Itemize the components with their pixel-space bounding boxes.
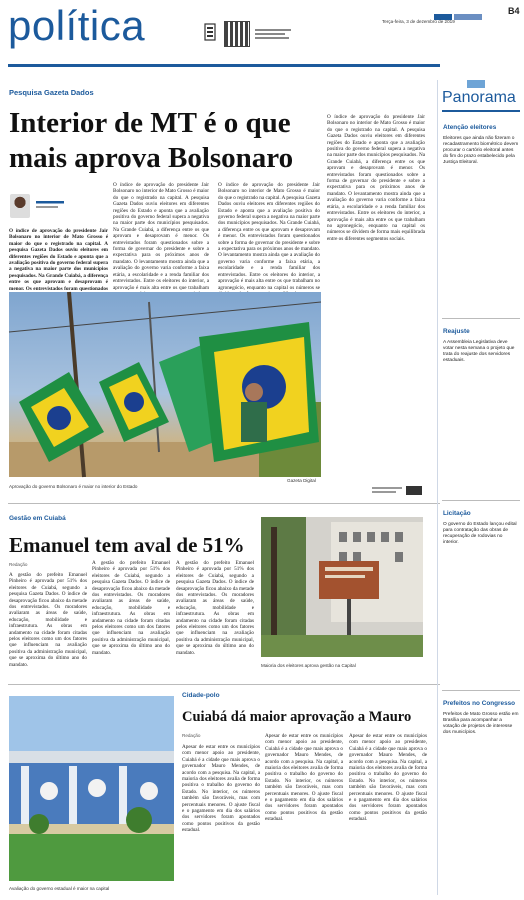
main-body-col1: O índice de aprovação do presidente Jair Bolsonaro no interior de Mato Grosso é maior do que o registrado na capital. A pesquisa Gazeta Dados ouviu eleitores em diferentes regiões do Estado e aponta que a avaliação positiva do governo federal supera a negativa na maior parte dos municípios pesquisados. Na Grande Cuiabá, a diferença entre os que aprovam e desaprovam é menor. Os entrevistados foram questionados	[9, 228, 108, 292]
divider-1	[8, 503, 440, 504]
story2-body-col2: A gestão do prefeito Emanuel Pinheiro é aprovada por 51% dos eleitores de Cuiabá, segundo a pesquisa Gazeta Dados. O índice de desaprovação ficou abaixo da metade dos entrevistados. Os moradores avaliaram as áreas de saúde, educação, mobilidade e infraestrutura. As obras em andamento na cidade foram citadas pelos eleitores como um dos fatores que influenciam na avaliação positiva da administração municipal, que se aproxima do último ano do mandato.	[92, 560, 170, 656]
sidebar-item-3	[443, 510, 519, 546]
story2-photo-caption: Maioria dos eleitores aprova gestão na Capital	[261, 663, 356, 668]
sidebar-item-2	[443, 328, 519, 364]
author-avatar	[10, 194, 30, 218]
story3-body-col2: Apesar de estar entre os municípios com menor apoio ao presidente, Cuiabá é a cidade que mais aprova o governador Mauro Mendes, de acordo com a pesquisa. Na capital, a maioria dos eleitores avalia de forma positiva o trabalho do governo do Estado. No interior, os números também são favoráveis, mas com percentuais menores. O ajuste fiscal e o pagamento em dia dos salários dos servidores foram apontados como pontos positivos da gestão estadual.	[265, 733, 343, 823]
main-body-col4: O índice de aprovação do presidente Jair Bolsonaro no interior de Mato Grosso é maior do que o registrado na capital. A pesquisa Gazeta Dados ouviu eleitores em diferentes regiões do Estado e aponta que a avaliação positiva do governo federal supera a negativa na maior parte dos municípios pesquisados. Na Grande Cuiabá, a diferença entre os que aprovam e desaprovam é menor. Os entrevistados foram questionados sobre a forma de governar do presidente e sobre a expectativa para os próximos anos de mandato. O levantamento mostra ainda que a avaliação do governo varia conforme a faixa etária, a escolaridade e a renda familiar dos entrevistados. Entre os eleitores do interior, a aprovação é mais alta entre os que trabalham no agronegócio, enquanto na capital os números se dividem de forma mais equilibrada entre os diferentes segmentos sociais.	[327, 114, 425, 242]
main-photo-caption: Aprovação do governo Bolsonaro é maior no interior do Estado	[9, 484, 138, 489]
sidebar-border	[437, 80, 438, 895]
divider-2	[8, 684, 440, 685]
page-number: B4	[508, 6, 520, 16]
sidebar-divider	[442, 690, 520, 691]
info-box	[372, 483, 422, 493]
story2-headline: Emanuel tem aval de 51%	[9, 533, 245, 557]
main-photo-credit: Gazeta Digital	[287, 478, 316, 483]
sidebar-item-4	[443, 700, 519, 736]
story2-kicker: Gestão em Cuiabá	[9, 515, 66, 522]
sidebar-item-text: Eleitores que ainda não fizeram o recadastramento biométrico devem procurar o cartório eleitoral antes do fim do prazo estabelecido pela Justiça Eleitoral.	[443, 135, 519, 165]
story3-photo	[9, 696, 174, 881]
sidebar-item-1	[443, 124, 519, 166]
sidebar-item-text: O governo do Estado lançou edital para contratação das obras de recuperação de rodovias no interior.	[443, 521, 517, 545]
sidebar-item-title: Atenção eleitores	[443, 124, 497, 131]
story2-byline: Redação	[9, 562, 28, 567]
sidebar-divider	[442, 318, 520, 319]
story3-body-col1: Apesar de estar entre os municípios com menor apoio ao presidente, Cuiabá é a cidade que mais aprova o governador Mauro Mendes, de acordo com a pesquisa. Na capital, a maioria dos eleitores avalia de forma positiva o trabalho do governo do Estado. No interior, os números também são favoráveis, mas com percentuais menores. O ajuste fiscal e o pagamento em dia dos salários dos servidores foram apontados como pontos positivos da gestão estadual.	[182, 744, 260, 834]
story3-headline: Cuiabá dá maior aprovação a Mauro	[182, 709, 412, 725]
story3-byline: Redação	[182, 733, 201, 738]
sidebar-item-title: Prefeitos no Congresso	[443, 700, 516, 707]
sidebar-item-title: Licitação	[443, 510, 471, 517]
story2-body-col3: A gestão do prefeito Emanuel Pinheiro é aprovada por 51% dos eleitores de Cuiabá, segundo a pesquisa Gazeta Dados. O índice de desaprovação ficou abaixo da metade dos entrevistados. Os moradores avaliaram as áreas de saúde, educação, mobilidade e infraestrutura. As obras em andamento na cidade foram citadas pelos eleitores como um dos fatores que influenciam na avaliação positiva da administração municipal, que se aproxima do último ano do mandato.	[176, 560, 254, 656]
main-body-col2: O índice de aprovação do presidente Jair Bolsonaro no interior de Mato Grosso é maior do que o registrado na capital. A pesquisa Gazeta Dados ouviu eleitores em diferentes regiões do Estado e aponta que a avaliação positiva do governo federal supera a negativa na maior parte dos municípios pesquisados. Na Grande Cuiabá, a diferença entre os que aprovam e desaprovam é menor. Os entrevistados foram questionados sobre a forma de governar do presidente e sobre a expectativa para os próximos anos de mandato. O levantamento mostra ainda que a avaliação do governo varia conforme a faixa etária, a escolaridade e a renda familiar dos entrevistados. Entre os eleitores do interior, a aprovação é mais alta entre os que trabalham	[113, 182, 209, 291]
story3-photo-caption: Avaliação do governo estadual é maior na capital	[9, 886, 110, 891]
date-line: Terça-feira, 3 de dezembro de 2019	[382, 19, 455, 24]
sidebar-item-text: A Assembleia Legislativa deve votar nesta semana o projeto que trata do reajuste dos servidores estaduais.	[443, 339, 515, 363]
story2-photo	[261, 517, 423, 657]
main-body-col3: O índice de aprovação do presidente Jair Bolsonaro no interior de Mato Grosso é maior do que o registrado na capital. A pesquisa Gazeta Dados ouviu eleitores em diferentes regiões do Estado e aponta que a avaliação positiva do governo federal supera a negativa na maior parte dos municípios pesquisados. Na Grande Cuiabá, a diferença entre os que aprovam e desaprovam é menor. Os entrevistados foram questionados sobre a forma de governar do presidente e sobre a expectativa para os próximos anos de mandato. O levantamento mostra ainda que a avaliação do governo varia conforme a faixa etária, a escolaridade e a renda familiar dos entrevistados. Entre os eleitores do interior, a aprovação é mais alta entre os que trabalham no agronegócio, enquanto na capital os números se	[218, 182, 320, 291]
author-name	[36, 199, 76, 217]
sidebar-item-text: Prefeitos de Mato Grosso estão em Brasília para acompanhar a votação de projetos de interesse dos municípios.	[443, 711, 519, 735]
sidebar-item-title: Reajuste	[443, 328, 470, 335]
sidebar-logo-badge	[467, 80, 485, 88]
section-title: política	[8, 2, 146, 49]
sidebar-title: Panorama	[442, 89, 516, 106]
story2-body-col1: A gestão do prefeito Emanuel Pinheiro é aprovada por 51% dos eleitores de Cuiabá, segundo a pesquisa Gazeta Dados. O índice de desaprovação ficou abaixo da metade dos entrevistados. Os moradores avaliaram as áreas de saúde, educação, mobilidade e infraestrutura. As obras em andamento na cidade foram citadas pelos eleitores como um dos fatores que influenciam na avaliação positiva da administração municipal, que se aproxima do último ano do mandato.	[9, 572, 87, 668]
main-kicker: Pesquisa Gazeta Dados	[9, 88, 94, 97]
qr-code-icon[interactable]	[225, 22, 249, 46]
seal-icon	[203, 22, 217, 44]
masthead-logo	[434, 8, 484, 16]
sidebar-rule	[442, 110, 520, 112]
qr-caption	[255, 28, 295, 42]
story3-kicker: Cidade-polo	[182, 692, 220, 699]
sidebar-divider	[442, 500, 520, 501]
main-headline: Interior de MT é o que mais aprova Bolsonaro	[9, 107, 294, 174]
header-rule	[8, 64, 440, 67]
story3-body-col3: Apesar de estar entre os municípios com menor apoio ao presidente, Cuiabá é a cidade que mais aprova o governador Mauro Mendes, de acordo com a pesquisa. Na capital, a maioria dos eleitores avalia de forma positiva o trabalho do governo do Estado. No interior, os números também são favoráveis, mas com percentuais menores. O ajuste fiscal e o pagamento em dia dos salários dos servidores foram apontados como pontos positivos da gestão estadual.	[349, 733, 427, 823]
main-photo	[9, 292, 321, 477]
